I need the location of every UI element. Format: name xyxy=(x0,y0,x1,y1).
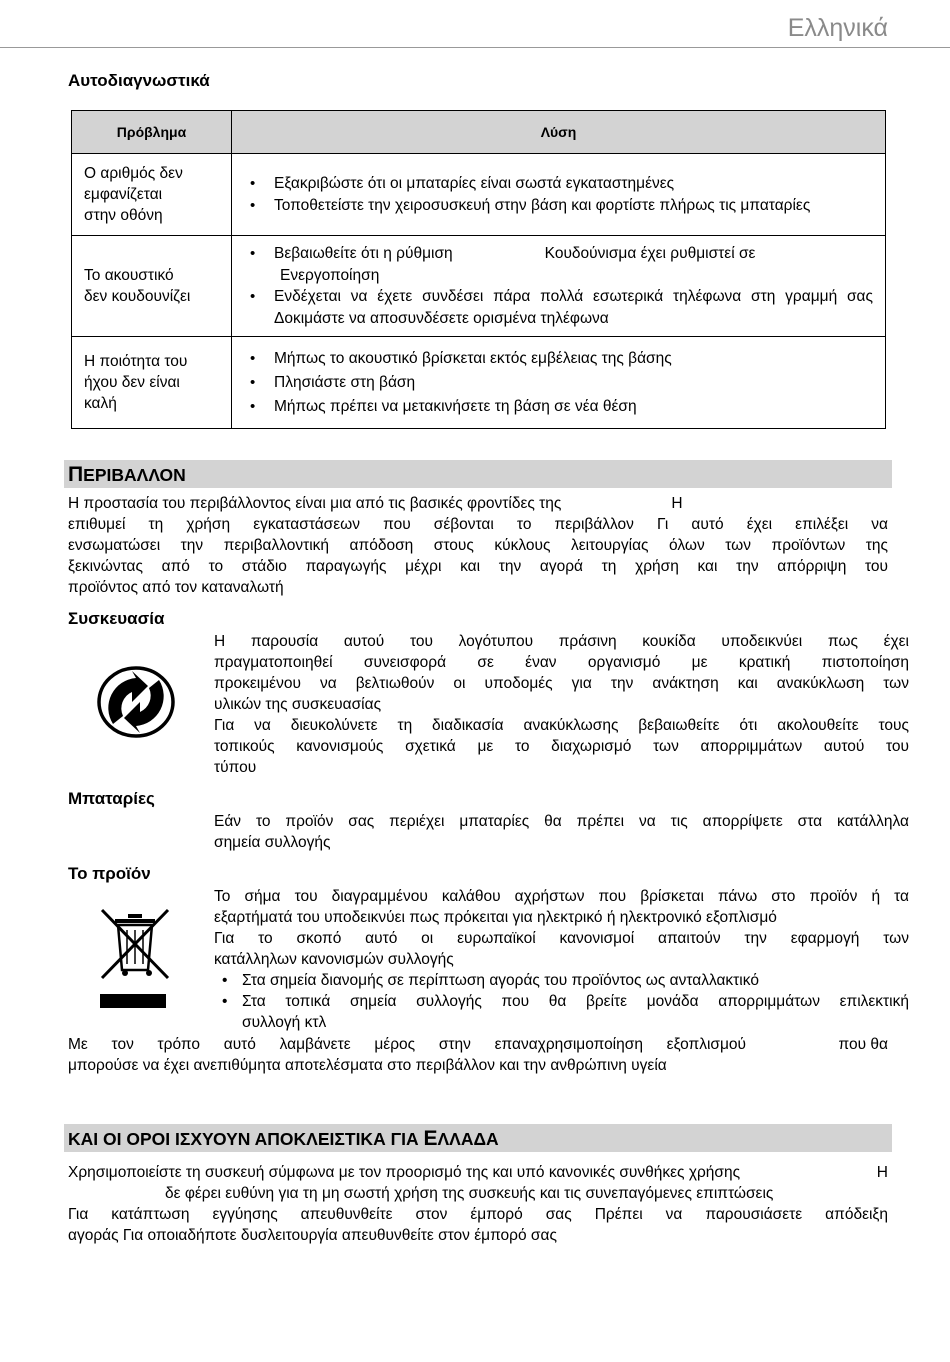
greece-section-title: ΚΑΙ ΟΙ ΟΡΟΙ ΙΣΧΥΟΥΝ ΑΠΟΚΛΕΙΣΤΙΚΑ ΓΙΑ ΕΛΛΑΔΑ xyxy=(64,1124,892,1152)
greece-line: Για κατάπτωση εγγύησης απευθυνθείτε στον έμπορό σας Πρέπει να παρουσιάσετε απόδειξη xyxy=(68,1206,888,1223)
packaging-title: Συσκευασία xyxy=(68,609,165,628)
batteries-text xyxy=(214,811,909,853)
packaging-text xyxy=(214,631,909,778)
outro-line: μπορούσε να έχει ανεπιθύμητα αποτελέσματα στο περιβάλλον και την ανθρώπινη υγεία xyxy=(68,1057,667,1074)
batteries-line: σημεία συλλογής xyxy=(214,834,331,851)
intro-line: επιθυμεί τη χρήση εγκαταστάσεων που σέβονται το περιβάλλον Γι αυτό έχει επιλέξει να xyxy=(68,516,888,533)
solution-item: • Τοποθετείστε την χειροσυσκευή στην βάση και φορτίστε πλήρως τις μπαταρίες xyxy=(244,195,873,217)
outro-line: Με τον τρόπο αυτό λαμβάνετε μέρος στην επαναχρησιμοποίηση εξοπλισμού που θα xyxy=(68,1036,888,1053)
product-line: Για το σκοπό αυτό οι ευρωπαϊκοί κανονισμοί απαιτούν την εφαρμογή των xyxy=(214,930,909,947)
solution-item: • Ενδέχεται να έχετε συνδέσει πάρα πολλά εσωτερικά τηλέφωνα στη γραμμή σας Δοκιμάστε να αποσυνδέσετε ορισμένα τηλέφωνα xyxy=(244,286,873,329)
setting-name: Κουδούνισμα έχει ρυθμιστεί σε xyxy=(544,245,756,262)
crossed-bin-icon xyxy=(98,906,172,1010)
solution-item: • Πλησιάστε στη βάση xyxy=(244,371,873,395)
packaging-line: Για να διευκολύνετε τη διαδικασία ανακύκλωσης βεβαιωθείτε ότι ακολουθείτε τους xyxy=(214,717,909,734)
packaging-line: τοπικούς κανονισμούς σχετικά με το διαχωρισμό των απορριμμάτων αυτού του xyxy=(214,738,909,755)
product-line: Το σήμα του διαγραμμένου καλάθου αχρήστων που βρίσκεται πάνω στο προϊόν ή τα xyxy=(214,888,909,905)
problem-text: δεν κουδουνίζει xyxy=(84,288,191,305)
packaging-line: προκειμένου να βελτιωθούν οι υποδομές για την ανάκτηση και ανακύκλωση των xyxy=(214,675,909,692)
solution-item: • Εξακριβώστε ότι οι μπαταρίες είναι σωστά εγκαταστημένες xyxy=(244,173,873,195)
packaging-line: υλικών της συσκευασίας xyxy=(214,696,382,713)
solution-cell xyxy=(232,236,886,337)
problem-text: Η ποιότητα του xyxy=(84,353,188,370)
green-dot-icon xyxy=(96,666,176,738)
solution-item: • Μήπως πρέπει να μετακινήσετε τη βάση σε νέα θέση xyxy=(244,395,873,419)
environment-section-title: ΠΕΡΙΒΑΛΛΟΝ xyxy=(64,460,892,488)
troubleshooting-table xyxy=(71,110,886,429)
solution-cell xyxy=(232,154,886,236)
packaging-line: τύπου xyxy=(214,759,257,776)
list-item: • Στα σημεία διανομής σε περίπτωση αγοράς του προϊόντος ως ανταλλακτικό xyxy=(214,970,909,991)
solution-item xyxy=(244,243,873,286)
intro-line: προϊόντος από τον καταναλωτή xyxy=(68,579,284,596)
solution-item: • Μήπως το ακουστικό βρίσκεται εκτός εμβέλειας της βάσης xyxy=(244,347,873,371)
table-header-row xyxy=(72,111,886,154)
greece-text xyxy=(68,1162,888,1246)
product-text xyxy=(214,886,909,1033)
table-row xyxy=(72,154,886,236)
greece-line: αγοράς Για οποιαδήποτε δυσλειτουργία απευθυνθείτε στον έμπορό σας xyxy=(68,1227,557,1244)
batteries-line: Εάν το προϊόν σας περιέχει μπαταρίες θα πρέπει να τις απορρίψετε στα κατάλληλα xyxy=(214,813,909,830)
problem-text: εμφανίζεται xyxy=(84,186,163,203)
intro-line: ξεκινώντας από το στάδιο παραγωγής μέχρι και την αγορά τη χρήση και την απόρριψη του xyxy=(68,558,888,575)
greece-line: δε φέρει ευθύνη για τη μη σωστή χρήση της συσκευής και τις συνεπαγόμενες επιπτώσεις xyxy=(165,1185,774,1202)
problem-text: καλή xyxy=(84,395,117,412)
problem-cell xyxy=(72,154,232,236)
self-diag-title: Αυτοδιαγνωστικά xyxy=(68,71,210,90)
product-line: κατάλληλων κανονισμών συλλογής xyxy=(214,951,454,968)
setting-value: Ενεργοποίηση xyxy=(280,266,380,284)
intro-line: Η προστασία του περιβάλλοντος είναι μια από τις βασικές φροντίδες της Η xyxy=(68,495,683,512)
problem-text: Ο αριθμός δεν xyxy=(84,165,183,182)
table-row xyxy=(72,337,886,429)
header-divider xyxy=(0,47,950,48)
list-item: • Στα τοπικά σημεία συλλογής που θα βρείτε μονάδα απορριμμάτων επιλεκτική συλλογή κτλ xyxy=(214,991,909,1033)
environment-intro xyxy=(68,493,888,598)
greece-line: Χρησιμοποιείστε τη συσκευή σύμφωνα με τον προορισμό της και υπό κανονικές συνθήκες χρήσης Η xyxy=(68,1164,888,1181)
problem-cell xyxy=(72,236,232,337)
batteries-title: Μπαταρίες xyxy=(68,789,155,808)
problem-text: στην οθόνη xyxy=(84,207,163,224)
col-problem-header: Πρόβλημα xyxy=(72,111,232,154)
packaging-line: πραγματοποιηθεί συνεισφορά σε έναν οργανισμό με κρατική πιστοποίηση xyxy=(214,654,909,671)
problem-text: ήχου δεν είναι xyxy=(84,374,180,391)
packaging-line: Η παρουσία αυτού του λογότυπου πράσινη κουκίδα υποδεικνύει πως έχει xyxy=(214,633,909,650)
product-title: Το προϊόν xyxy=(68,864,151,883)
problem-cell xyxy=(72,337,232,429)
problem-text: Το ακουστικό xyxy=(84,267,174,284)
table-row xyxy=(72,236,886,337)
solution-cell xyxy=(232,337,886,429)
language-label: Ελληνικά xyxy=(787,14,888,42)
product-bullets xyxy=(214,970,909,1033)
col-solution-header: Λύση xyxy=(232,111,886,154)
product-outro xyxy=(68,1034,888,1076)
product-line: εξαρτήματά του υποδεικνύει πως πρόκειται για ηλεκτρικό ή ηλεκτρονικό εξοπλισμό xyxy=(214,909,777,926)
intro-line: ενσωματώσει την περιβαλλοντική απόδοση στους κύκλους λειτουργίας όλων των προϊόντων της xyxy=(68,537,888,554)
solution-text: Βεβαιωθείτε ότι η ρύθμιση xyxy=(274,245,453,262)
